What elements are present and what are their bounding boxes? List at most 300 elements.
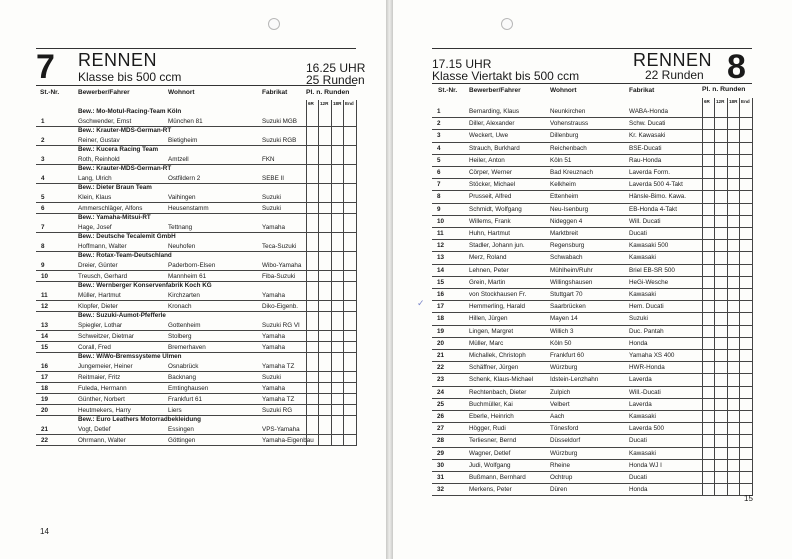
hometown: Würzburg [550,449,578,457]
race-title: RENNEN [633,50,713,70]
hometown: Kirchzarten [168,292,200,299]
start-number: 3 [41,156,45,163]
rider-name: Schenk, Klaus-Michael [469,376,534,384]
start-number: 5 [437,156,441,164]
grid-line [714,98,715,496]
table-row [432,277,752,289]
rider-name: Heutmekers, Harry [78,407,131,414]
manufacturer: Wibo-Yamaha [262,262,302,269]
manufacturer: Rau-Honda [629,156,662,164]
table-row [36,184,356,203]
table-row [432,289,752,301]
manufacturer: Yamaha [262,333,285,340]
hometown: Mayen 14 [550,315,578,323]
table-row [432,326,752,338]
manufacturer: Ducati [629,474,647,481]
lap-col-label: 6R [308,101,314,106]
table-row [36,372,356,383]
start-number: 8 [41,243,45,250]
start-number: 21 [41,426,49,433]
hometown: Schwabach [550,254,583,262]
manufacturer: Laverda Form. [629,169,670,176]
manufacturer: Yamaha [262,292,285,299]
table-row [432,216,752,228]
punch-hole [501,18,513,30]
race-title: RENNEN [78,50,158,70]
rider-name: Jungemeier, Heiner [78,363,133,370]
start-number: 17 [437,303,445,311]
manufacturer: Hem. Ducati [629,303,664,311]
grid-line [356,100,357,446]
hometown: Liers [168,407,182,414]
table-row [36,203,356,214]
start-number: 7 [437,181,441,189]
table-row [36,331,356,342]
manufacturer: Laverda [629,376,652,384]
col-header-st-nr: St.-Nr. [40,89,60,96]
hometown: Vohenstrauss [550,120,589,128]
start-number: 4 [437,144,441,152]
punch-hole [268,18,280,30]
grid-line [306,100,307,446]
pencil-mark: ✓ [417,298,425,308]
hometown: Köln 50 [550,339,572,347]
table-row [432,399,752,411]
manufacturer: FKN [262,156,275,163]
rider-name: Judi, Wolfgang [469,461,511,469]
table-row [432,423,752,435]
rider-name: Reiner, Gustav [78,137,120,144]
col-header-bewerber: Bewerber/Fahrer [78,89,130,96]
col-header-fabrikat: Fabrikat [262,89,288,96]
right-page [393,0,792,559]
hometown: Stuttgart 70 [550,291,583,298]
rider-name: Roth, Reinhold [78,156,120,163]
manufacturer: Suzuki [262,194,281,201]
table-row [36,271,356,282]
start-number: 29 [437,449,445,457]
hometown: Idstein-Lenzhahn [550,376,599,384]
table-row [36,312,356,331]
hometown: Neunkirchen [550,108,586,115]
start-number: 6 [437,169,441,176]
table-row [36,394,356,405]
start-number: 11 [41,292,48,299]
race-number: 7 [36,48,55,86]
start-number: 2 [437,120,441,128]
table-row [36,282,356,301]
rider-name: Gschwender, Ernst [78,118,132,125]
manufacturer: Fiba-Suzuki [262,273,296,280]
table-row [432,240,752,252]
table-row [36,435,356,446]
entrant-team: Bew.: Euro Leathers Motorradbekleidung [78,416,201,423]
start-number: 24 [437,388,445,396]
col-header-fabrikat: Fabrikat [629,87,655,94]
hometown: Stolberg [168,333,192,340]
manufacturer: Laverda 500 [629,425,665,433]
race-laps: 25 Runden [306,73,365,87]
table-row [36,127,356,146]
rider-name: Schmidt, Wolfgang [469,205,522,213]
start-number: 20 [41,407,49,414]
manufacturer: Briel EB-SR 500 [629,266,675,274]
hometown: Göttingen [168,437,196,444]
start-number: 25 [437,400,445,408]
entrant-team: Bew.: Mo-Motul-Racing-Team Köln [78,108,182,115]
manufacturer: VPS-Yamaha [262,426,300,433]
manufacturer: Suzuki [629,315,648,323]
race-class: Klasse Viertakt bis 500 ccm [432,69,580,83]
start-number: 19 [41,396,49,403]
start-number: 32 [437,486,445,494]
rider-name: Lang, Ulrich [78,175,112,182]
lap-col-label: End [345,101,354,106]
hometown: Bietigheim [168,137,198,144]
table-row [36,252,356,271]
start-number: 21 [437,352,445,359]
rider-name: Diller, Alexander [469,120,515,128]
manufacturer: Suzuki RGB [262,137,297,144]
grid-line [343,100,344,446]
hometown: Düren [550,486,568,494]
header-rule-top [36,48,356,49]
grid-line [318,100,319,446]
hometown: Zulpich [550,388,571,396]
manufacturer: Yamaha XS 400 [629,352,675,359]
rider-name: Merz, Roland [469,254,507,262]
rider-name: Klein, Klaus [78,194,112,201]
start-number: 30 [437,461,445,469]
table-row [432,387,752,399]
header-rule-bottom [432,83,752,84]
manufacturer: Kawasaki [629,413,656,420]
table-row [432,313,752,325]
manufacturer: Suzuki RG VI [262,322,300,329]
grid-line [752,98,753,496]
start-number: 22 [41,437,49,444]
table-row [36,214,356,233]
entrant-team: Bew.: Suzuki-Aumot-Pfefferle [78,312,166,319]
table-row [432,265,752,277]
hometown: Frankfurt 61 [168,396,202,403]
table-row [432,179,752,191]
page-number: 15 [744,494,753,503]
hometown: Amtzell [168,156,189,163]
hometown: Ettenheim [550,193,579,201]
start-number: 28 [437,437,445,445]
rider-name: Müller, Hartmut [78,292,121,299]
rider-name: Högger, Rudi [469,425,506,433]
header-rule-bottom [36,85,356,86]
col-header-wohnort: Wohnort [168,89,195,96]
rider-name: Hage, Josef [78,224,112,231]
start-number: 5 [41,194,45,201]
hometown: Willingshausen [550,278,593,286]
lap-col-label: 6R [704,99,710,104]
start-number: 15 [437,278,445,286]
rider-name: Klopfer, Dieter [78,303,118,310]
manufacturer: Duc. Pantah [629,327,664,335]
manufacturer: Yamaha-Eigenbau [262,437,314,444]
start-number: 16 [437,291,445,298]
start-number: 2 [41,137,45,144]
hometown: Emtinghausen [168,385,209,392]
rider-name: Merkens, Peter [469,486,512,494]
table-row [36,383,356,394]
table-row [432,167,752,179]
start-number: 12 [437,242,445,250]
hometown: Essingen [168,426,194,433]
rider-name: Heiler, Anton [469,156,505,164]
hometown: Heusenstamm [168,205,209,212]
manufacturer: Suzuki RG [262,407,293,414]
rider-name: Lehnen, Peter [469,266,509,274]
entrant-team: Bew.: Wernberger Konservenfabrik Koch KG [78,282,212,289]
hometown: Neuhofen [168,243,196,250]
hometown: München 81 [168,118,203,125]
start-number: 14 [437,266,445,274]
hometown: Gottenheim [168,322,201,329]
rider-name: Vogt, Detlef [78,426,111,433]
rider-name: Schäffner, Jürgen [469,364,519,372]
hometown: Ochtrup [550,474,573,481]
col-header-runden: Pl. n. Runden [702,86,746,93]
col-header-wohnort: Wohnort [550,87,577,94]
hometown: Vaihingen [168,194,196,201]
start-number: 22 [437,364,445,372]
table-row [432,106,752,118]
col-header-runden: Pl. n. Runden [306,89,350,96]
table-row [432,411,752,423]
hometown: Frankfurt 60 [550,352,584,359]
start-number: 1 [41,118,45,125]
manufacturer: Honda [629,486,648,494]
hometown: Würzburg [550,364,578,372]
hometown: Bad Kreuznach [550,169,594,176]
start-number: 4 [41,175,45,182]
table-row [432,448,752,460]
rider-name: Spiegler, Lothar [78,322,123,329]
manufacturer: Ducati [629,437,647,445]
table-row [432,118,752,130]
table-row [432,130,752,142]
table-row [432,435,752,447]
hometown: Kelkheim [550,181,576,189]
start-number: 20 [437,339,445,347]
rider-name: Wagner, Detlef [469,449,511,457]
table-row [36,416,356,435]
hometown: Tönesford [550,425,579,433]
rider-name: Buchmüller, Kai [469,400,513,408]
race-time: 16.25 UHR [306,61,366,75]
table-row [432,362,752,374]
rider-name: Prusseit, Alfred [469,193,512,201]
hometown: Saarbrücken [550,303,586,311]
hometown: Regensburg [550,242,585,250]
table-row [432,460,752,472]
hometown: Mühlheim/Ruhr [550,266,593,274]
rider-name: Dreier, Günter [78,262,118,269]
entrant-team: Bew.: Kucera Racing Team [78,146,159,153]
rider-name: Fuleda, Hermann [78,385,127,392]
col-header-bewerber: Bewerber/Fahrer [469,87,521,94]
entrant-team: Bew.: Rotax-Team-Deutschland [78,252,172,259]
entrant-team: Bew.: Krauter-MDS-German-RT [78,165,172,172]
rider-name: Eberle, Heinrich [469,413,514,420]
manufacturer: BSE-Ducati [629,144,662,152]
manufacturer: HWR-Honda [629,364,665,372]
start-number: 9 [41,262,45,269]
hometown: Dillenburg [550,132,579,140]
manufacturer: Honda [629,339,648,347]
race-time: 17.15 UHR [432,57,492,71]
rider-name: Corall, Fred [78,344,111,351]
start-number: 26 [437,413,445,420]
race-class: Klasse bis 500 ccm [78,70,182,84]
manufacturer: Schw. Ducati [629,120,666,128]
rider-name: Rechtenbach, Dieter [469,388,527,396]
hometown: Neu-Isenburg [550,205,589,213]
start-number: 6 [41,205,45,212]
table-row [36,353,356,372]
rider-name: Terliesner, Bernd [469,437,517,445]
rider-name: von Stockhausen Fr. [469,291,527,298]
start-number: 23 [437,376,445,384]
manufacturer: Will.-Ducati [629,388,661,396]
rider-name: Michallek, Christoph [469,352,526,359]
start-number: 18 [437,315,445,323]
rider-name: Hoffmann, Walter [78,243,127,250]
table-row [432,301,752,313]
manufacturer: WABA-Honda [629,108,668,115]
book-gutter [386,0,393,559]
entrant-team: Bew.: Dieter Braun Team [78,184,152,191]
lap-col-label: 18R [333,101,342,106]
start-number: 3 [437,132,441,140]
hometown: Rheine [550,461,570,469]
manufacturer: Diko-Eigenb. [262,303,299,310]
hometown: Tettnang [168,224,193,231]
hometown: Ostfildern 2 [168,175,201,182]
table-row [36,342,356,353]
hometown: Aach [550,413,565,420]
rider-name: Grein, Martin [469,278,506,286]
manufacturer: Yamaha [262,224,285,231]
manufacturer: Teca-Suzuki [262,243,297,250]
grid-line [702,98,703,496]
lap-col-label: 12R [320,101,329,106]
rider-name: Cörper, Werner [469,169,512,176]
table-row [432,191,752,203]
manufacturer: Kawasaki [629,291,656,298]
start-number: 10 [41,273,49,280]
manufacturer: EB-Honda 4-Takt [629,205,677,213]
start-number: 8 [437,193,441,201]
rider-name: Reitmaier, Fritz [78,374,121,381]
start-number: 7 [41,224,45,231]
manufacturer: Will. Ducati [629,217,661,225]
race-number: 8 [727,48,746,86]
manufacturer: Hänsle-Bimo. Kawa. [629,193,687,201]
rider-name: Stöcker, Michael [469,181,516,189]
rider-name: Stadler, Johann jun. [469,242,525,250]
rider-name: Müller, Marc [469,339,504,347]
hometown: Köln 51 [550,156,572,164]
hometown: Düsseldorf [550,437,581,445]
race-laps: 22 Runden [645,68,704,82]
hometown: Mannheim 61 [168,273,207,280]
table-row [36,405,356,416]
manufacturer: Laverda 500 4-Takt [629,181,683,189]
entrant-team: Bew.: Yamaha-Mitsui-RT [78,214,151,221]
hometown: Backnang [168,374,197,381]
hometown: Kronach [168,303,192,310]
col-header-st-nr: St.-Nr. [438,87,458,94]
entrant-team: Bew.: Krauter-MDS-German-RT [78,127,172,134]
table-row [36,165,356,184]
table-row [432,338,752,350]
start-number: 11 [437,230,444,237]
manufacturer: HeGi-Wesche [629,278,669,286]
start-number: 1 [437,108,441,115]
table-row [36,108,356,127]
entrant-team: Bew.: WiWo-Bremssysteme Ulmen [78,353,182,360]
rider-name: Hillen, Jürgen [469,315,508,323]
manufacturer: Ducati [629,230,647,237]
start-number: 27 [437,425,445,433]
table-row [432,374,752,386]
rider-name: Hemmerling, Harald [469,303,525,311]
manufacturer: Kr. Kawasaki [629,132,666,140]
start-number: 18 [41,385,49,392]
lap-col-label: End [741,99,750,104]
rider-name: Bernarding, Klaus [469,108,520,115]
manufacturer: Honda WJ I [629,461,662,469]
rider-name: Bußmann, Bernhard [469,474,526,481]
hometown: Willich 3 [550,327,574,335]
lap-col-label: 12R [716,99,725,104]
rider-name: Günther, Norbert [78,396,125,403]
hometown: Osnabrück [168,363,199,370]
manufacturer: Yamaha TZ [262,363,295,370]
hometown: Marktbreit [550,230,578,237]
rider-name: Huhn, Hartmut [469,230,510,237]
table-row [36,233,356,252]
rider-name: Lingen, Margret [469,327,514,335]
manufacturer: Yamaha [262,344,285,351]
entrant-team: Bew.: Deutsche Tecalemit GmbH [78,233,176,240]
start-number: 15 [41,344,49,351]
hometown: Reichenbach [550,144,587,152]
rider-name: Treusch, Gerhard [78,273,128,280]
header-rule-top [432,48,752,49]
start-number: 14 [41,333,49,340]
manufacturer: Kawasaki [629,254,656,262]
rider-name: Strauch, Burkhard [469,144,520,152]
table-row [432,350,752,362]
rider-name: Weckert, Uwe [469,132,509,140]
hometown: Nideggen 4 [550,217,583,225]
table-row [432,484,752,496]
table-row [432,252,752,264]
start-number: 17 [41,374,49,381]
grid-line [739,98,740,496]
manufacturer: Yamaha [262,385,285,392]
start-number: 10 [437,217,445,225]
table-row [432,155,752,167]
manufacturer: Suzuki [262,374,281,381]
